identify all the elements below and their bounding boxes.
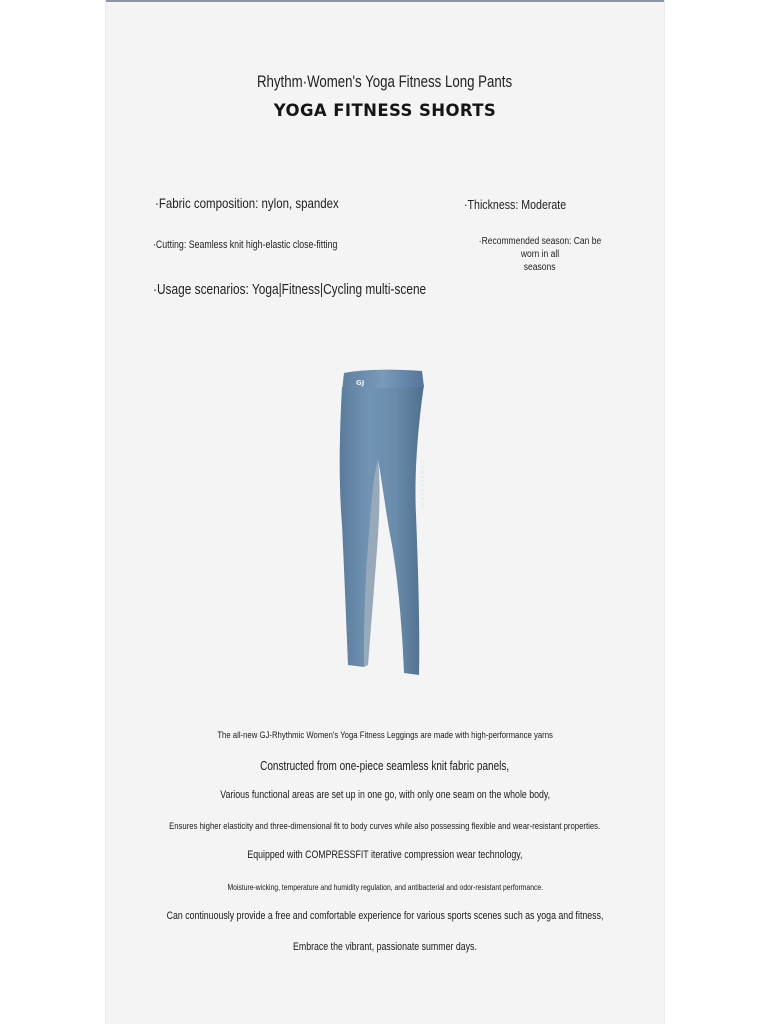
description-line-5: Equipped with COMPRESSFIT iterative compression wear technology, (247, 849, 523, 861)
description-line-3: Various functional areas are set up in one go, with only one seam on the whole body, (220, 789, 550, 801)
svg-text:GJ: GJ (356, 379, 365, 387)
svg-text:COMPRESSFIT: COMPRESSFIT (418, 460, 424, 509)
description-line-2: Constructed from one-piece seamless knit fabric panels, (260, 759, 510, 773)
description-line-8: Embrace the vibrant, passionate summer days. (293, 941, 477, 953)
product-subtitle: YOGA FITNESS SHORTS (273, 101, 497, 120)
product-detail-page (105, 0, 665, 1024)
description-line-6: Moisture-wicking, temperature and humidity regulation, and antibacterial and odor-resistant performance. (227, 882, 543, 892)
spec-usage-scenarios: ·Usage scenarios: Yoga|Fitness|Cycling multi-scene (153, 282, 427, 298)
product-title: Rhythm·Women's Yoga Fitness Long Pants (257, 72, 513, 91)
spec-thickness: ·Thickness: Moderate (464, 198, 567, 212)
description-line-4: Ensures higher elasticity and three-dimensional fit to body curves while also possessing flexible and wear-resistant properties. (169, 821, 601, 831)
spec-recommended-season: ·Recommended season: Can be worn in all seasons (478, 236, 602, 273)
spec-cutting: ·Cutting: Seamless knit high-elastic close-fitting (153, 239, 338, 251)
product-image-leggings (334, 365, 434, 685)
spec-fabric-composition: ·Fabric composition: nylon, spandex (155, 195, 339, 211)
leggings-illustration (334, 365, 434, 685)
description-line-1: The all-new GJ-Rhythmic Women's Yoga Fitness Leggings are made with high-performance yarns (217, 730, 553, 740)
top-divider (106, 0, 664, 2)
description-line-7: Can continuously provide a free and comfortable experience for various sports scenes such as yoga and fitness, (166, 910, 604, 922)
